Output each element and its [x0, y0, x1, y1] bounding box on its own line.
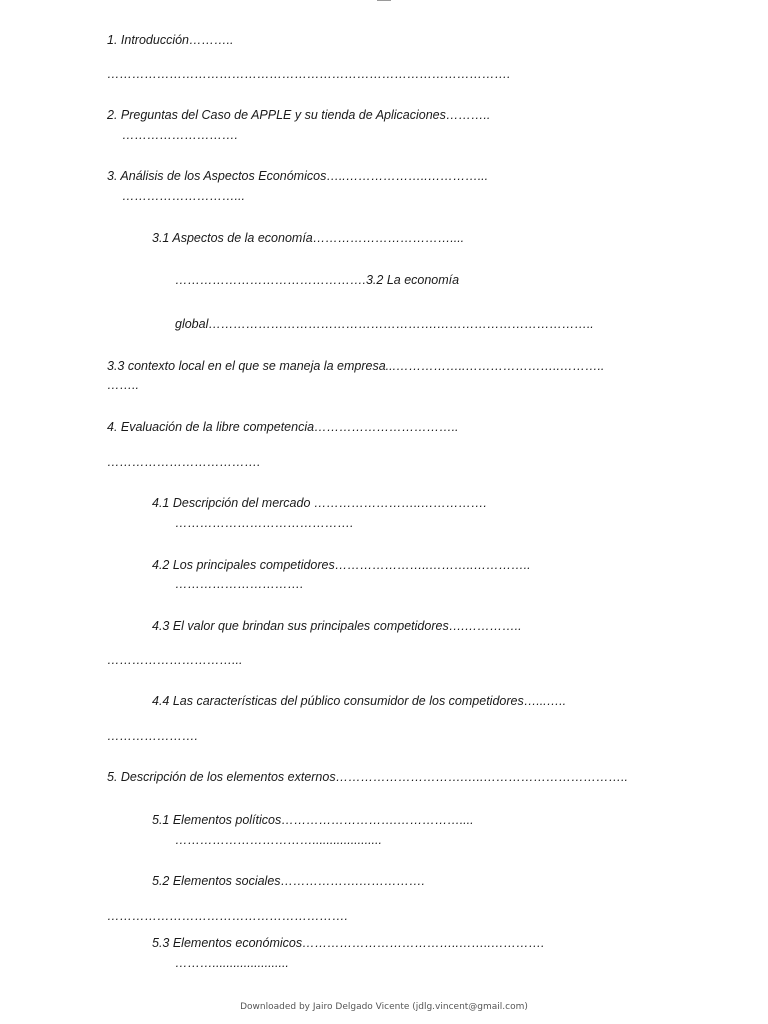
toc-entry-valor-competidores: 4.3 El valor que brindan sus principales competidores….…………..	[152, 619, 522, 633]
toc-dot-leader: ………………………...	[122, 189, 245, 203]
toc-dot-leader: ………………………………………………….	[107, 909, 348, 923]
toc-dot-leader: ………………….	[107, 729, 198, 743]
toc-dot-leader: …………………………………………………………………………………….	[107, 67, 511, 81]
toc-entry-elementos-economicos: 5.3 Elementos económicos………………………………..……..………….	[152, 936, 545, 950]
toc-entry-descripcion-mercado: 4.1 Descripción del mercado ……………………..…………….	[152, 496, 487, 510]
toc-entry-contexto-local: 3.3 contexto local en el que se maneja la empresa...……………..…………………..………..	[107, 359, 605, 373]
toc-dot-leader: ……………………………....................	[175, 833, 382, 847]
toc-entry-elementos-sociales: 5.2 Elementos sociales……………….…………….	[152, 874, 425, 888]
toc-dot-leader: ……………………………….	[107, 455, 261, 469]
toc-entry-la-economia: ……………………………………….3.2 La economía	[175, 273, 460, 287]
toc-dot-leader: ………......................	[175, 956, 289, 970]
toc-entry-elementos-politicos: 5.1 Elementos políticos……………………….……………....	[152, 813, 474, 827]
toc-entry-la-economia-global: global……………………………………………….………………………………..	[175, 317, 594, 331]
toc-entry-analisis-aspectos-economicos: 3. Análisis de los Aspectos Económicos…..………………..…………...	[107, 169, 489, 183]
toc-entry-principales-competidores: 4.2 Los principales competidores…………………..………..…………..	[152, 558, 531, 572]
page-top-marker	[377, 0, 391, 1]
toc-entry-introduccion: 1. Introducción………..	[107, 33, 234, 47]
download-footer: Downloaded by Jairo Delgado Vicente (jdlg.vincent@gmail.com)	[240, 1002, 528, 1012]
toc-entry-evaluacion-libre-competencia: 4. Evaluación de la libre competencia……………………………..	[107, 420, 459, 434]
toc-entry-preguntas-caso-apple: 2. Preguntas del Caso de APPLE y su tienda de Aplicaciones………..	[107, 108, 491, 122]
toc-dot-leader: ……………………….	[122, 128, 238, 142]
toc-dot-leader: …………………………...	[107, 653, 243, 667]
toc-dot-leader: …………………………………….	[175, 516, 354, 530]
toc-entry-elementos-externos: 5. Descripción de los elementos externos………………………….…..……………………………..	[107, 770, 628, 784]
toc-dot-leader: ……..	[107, 378, 139, 392]
toc-entry-caracteristicas-publico: 4.4 Las características del público consumidor de los competidores…...…..	[152, 694, 567, 708]
toc-dot-leader: ………………………….	[175, 577, 304, 591]
toc-entry-aspectos-economia: 3.1 Aspectos de la economía……………………………....	[152, 231, 465, 245]
